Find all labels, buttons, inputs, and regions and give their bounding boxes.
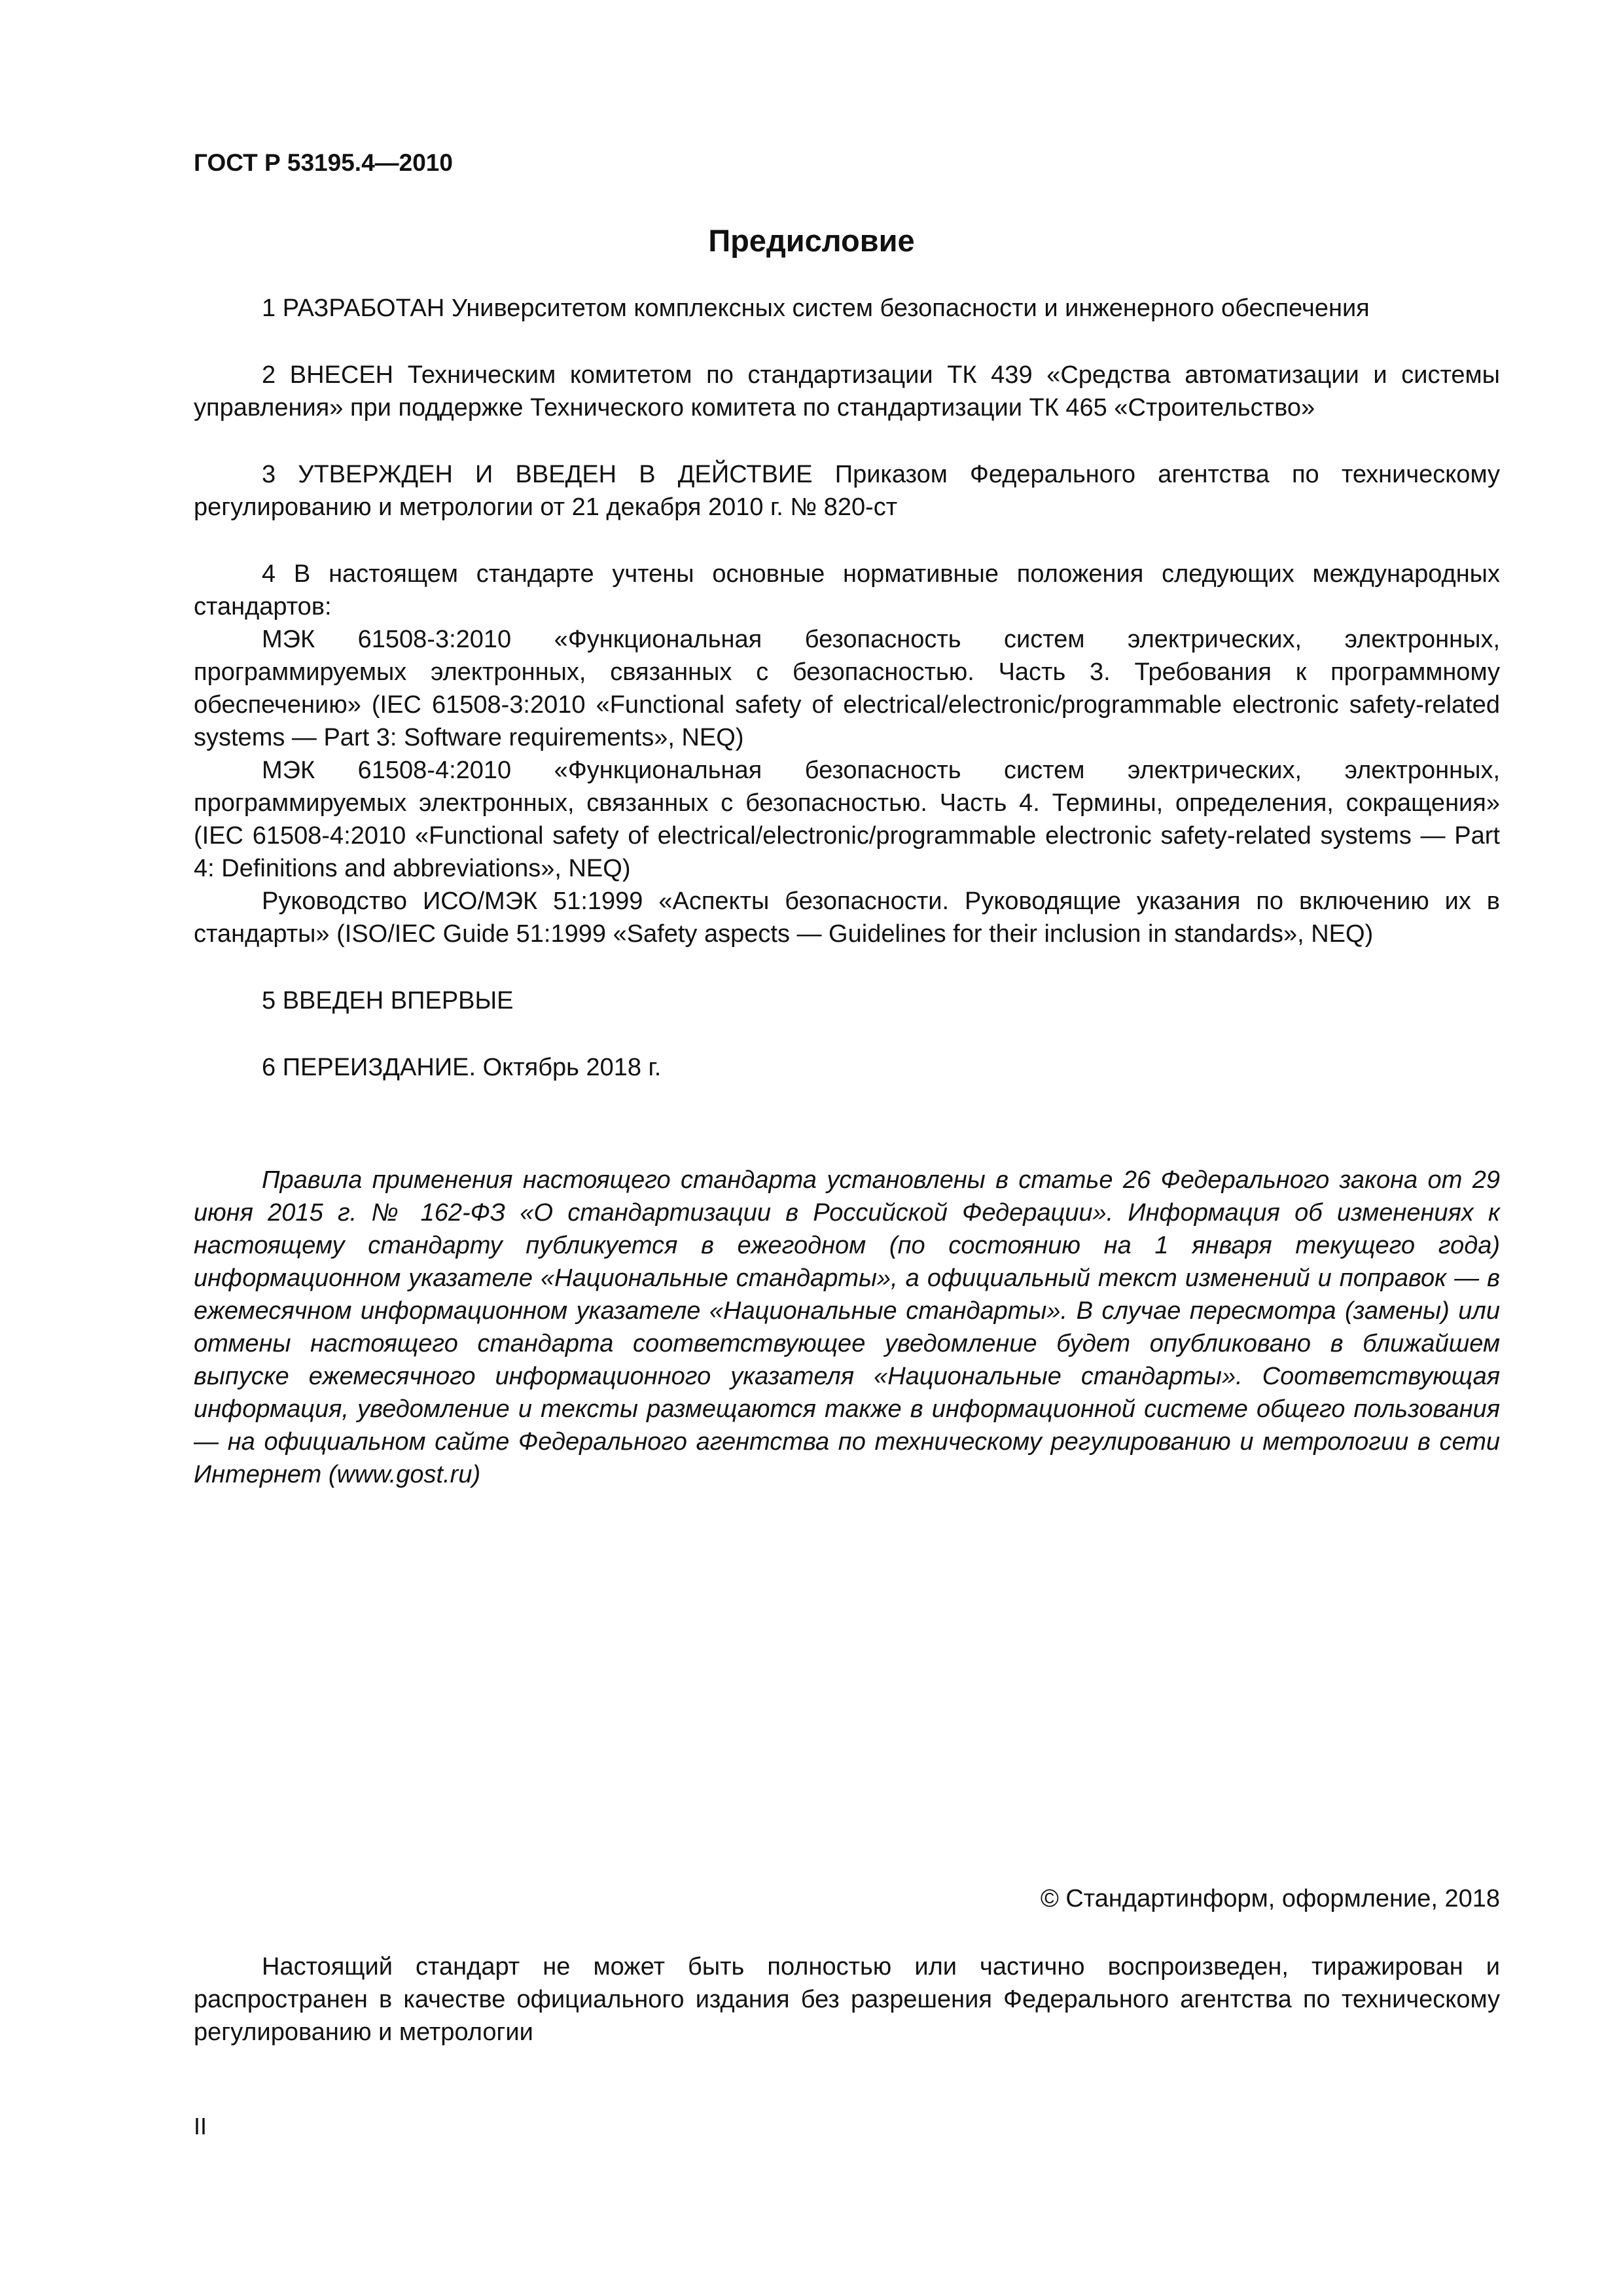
- reproduction-notice-text: Настоящий стандарт не может быть полностью или частично воспроизведен, тиражирован и распространен в качестве официального издания без разрешения Федерального агентства по техническому регулированию и метрологии: [194, 1953, 1500, 2046]
- paragraph-introduced-by: 2 ВНЕСЕН Техническим комитетом по стандартизации ТК 439 «Средства автоматизации и системы управления» при поддержке Технического комитета по стандартизации ТК 465 «Строительство»: [194, 361, 1500, 422]
- paragraph-standard-iso-guide-51: Руководство ИСО/МЭК 51:1999 «Аспекты безопасности. Руководящие указания по включению их в стандарты» (ISO/IEC Guide 51:1999 «Safety aspects — Guidelines for their inclusion in standards», NEQ): [194, 888, 1500, 948]
- foreword-body: [194, 292, 1500, 1084]
- rules-note-text: Правила применения настоящего стандарта установлены в статье 26 Федерального закона от 29 июня 2015 г. № 162-ФЗ «О стандартизации в Российской Федерации». Информация об изменениях к настоящему стандарту публикуется в ежегодном (по состоянию на 1 января текущего года) информационном указателе «Национальные стандарты», а официальный текст изменений и поправок — в ежемесячном информационном указателе «Национальные стандарты». В случае пересмотра (замены) или отмены настоящего стандарта соответствующее уведомление будет опубликовано в ближайшем выпуске ежемесячного информационного указателя «Национальные стандарты». Соответствующая информация, уведомление и тексты размещаются также в информационной системе общего пользования — на официальном сайте Федерального агентства по техническому регулированию и метрологии в сети Интернет (www.gost.ru): [194, 1166, 1500, 1488]
- document-code-header: ГОСТ Р 53195.4—2010: [194, 149, 453, 176]
- paragraph-standard-iec-61508-4: МЭК 61508-4:2010 «Функциональная безопасность систем электрических, электронных, программируемых электронных, связанных с безопасностью. Часть 4. Термины, определения, сокращения» (IEC 61508-4:2010 «Functional safety of electrical/electronic/programmable electronic safety-related systems — Part 4: Definitions and abbreviations», NEQ): [194, 757, 1500, 882]
- paragraph-international-standards: 4 В настоящем стандарте учтены основные нормативные положения следующих международных стандартов:: [194, 560, 1500, 620]
- page-number: II: [194, 2113, 207, 2140]
- reproduction-notice-block: [194, 1950, 1500, 2049]
- page-title: Предисловие: [708, 223, 915, 258]
- paragraph-reissue: 6 ПЕРЕИЗДАНИЕ. Октябрь 2018 г.: [262, 1054, 662, 1081]
- copyright-line: © Стандартинформ, оформление, 2018: [1040, 1885, 1500, 1912]
- paragraph-developed-by: 1 РАЗРАБОТАН Университетом комплексных систем безопасности и инженерного обеспечения: [262, 295, 1370, 322]
- paragraph-standard-iec-61508-3: МЭК 61508-3:2010 «Функциональная безопасность систем электрических, электронных, программируемых электронных, связанных с безопасностью. Часть 3. Требования к программному обеспечению» (IEC 61508-3:2010 «Functional safety of electrical/electronic/programmable electronic safety-related systems — Part 3: Software requirements», NEQ): [194, 626, 1500, 751]
- paragraph-approved: 3 УТВЕРЖДЕН И ВВЕДЕН В ДЕЙСТВИЕ Приказом Федерального агентства по техническому регулированию и метрологии от 21 декабря 2010 г. № 820-ст: [194, 461, 1500, 521]
- paragraph-introduced-first: 5 ВВЕДЕН ВПЕРВЫЕ: [262, 987, 514, 1014]
- rules-note-block: [194, 1164, 1500, 1491]
